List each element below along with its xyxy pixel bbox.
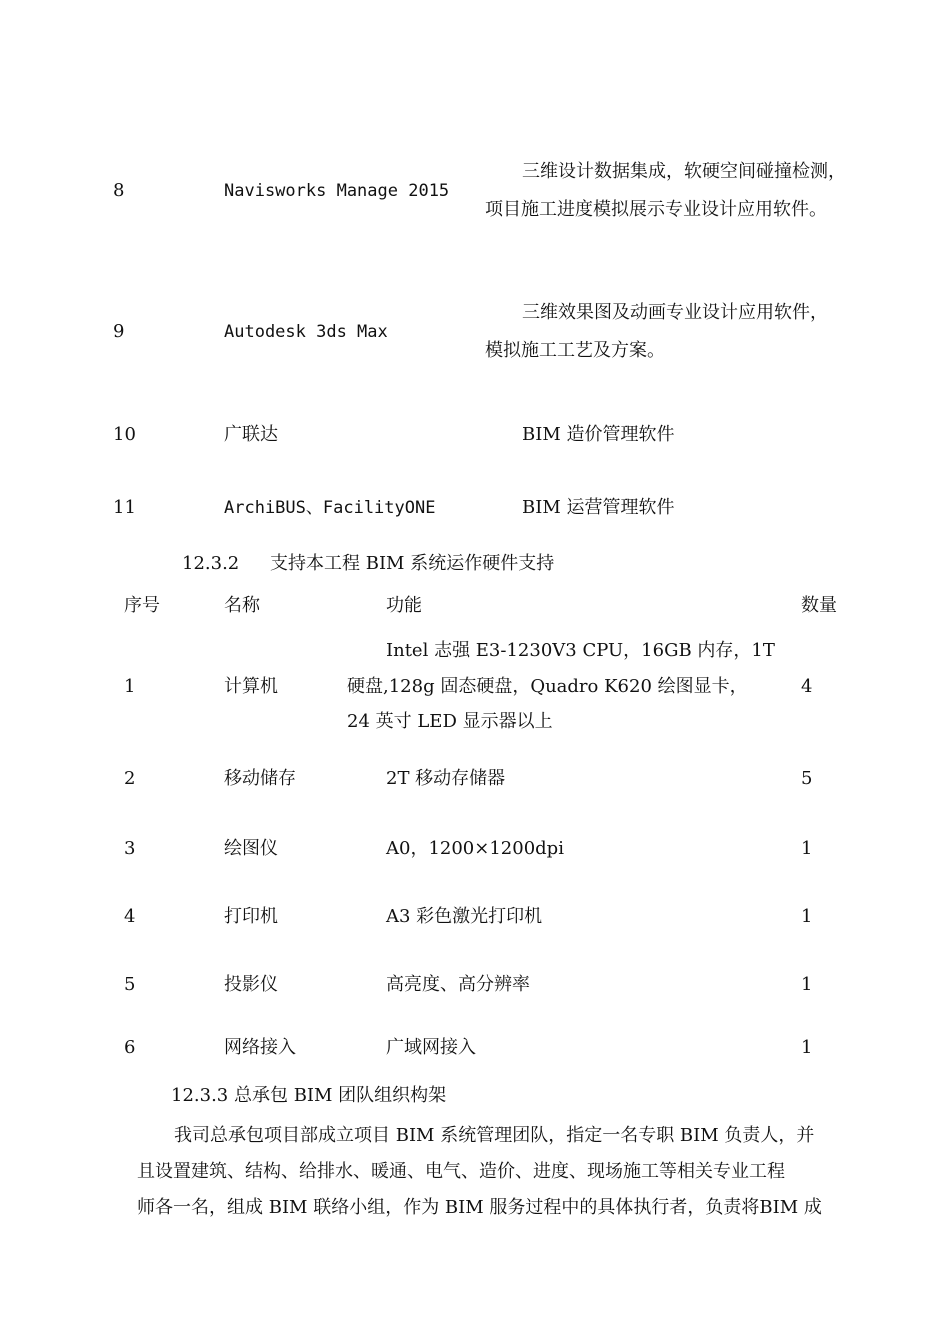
device-name: 移动储存 [224, 768, 296, 789]
software-description-line: 三维设计数据集成，软硬空间碰撞检测， [522, 161, 846, 182]
column-header-no: 序号 [124, 595, 160, 616]
device-function-line: Intel 志强 E3-1230V3 CPU，16GB 内存，1T [386, 640, 775, 661]
device-function-line: 2T 移动存储器 [386, 768, 506, 789]
row-number: 6 [124, 1037, 136, 1058]
device-name: 绘图仪 [224, 838, 278, 859]
row-number: 8 [113, 180, 125, 201]
row-number: 9 [113, 321, 125, 342]
row-number: 4 [124, 906, 136, 927]
device-quantity: 4 [801, 676, 813, 697]
device-quantity: 1 [801, 1037, 813, 1058]
paragraph-line: 我司总承包项目部成立项目 BIM 系统管理团队，指定一名专职 BIM 负责人，并 [174, 1125, 815, 1146]
section-number: 12.3.2 [182, 553, 240, 574]
section-heading: 12.3.3 总承包 BIM 团队组织构架 [171, 1085, 447, 1106]
software-description-line: 项目施工进度模拟展示专业设计应用软件。 [485, 199, 827, 220]
device-quantity: 1 [801, 838, 813, 859]
software-description-line: 三维效果图及动画专业设计应用软件， [522, 302, 828, 323]
software-description-line: BIM 运营管理软件 [522, 497, 675, 518]
row-number: 10 [113, 424, 136, 445]
device-function-line: A3 彩色激光打印机 [386, 906, 543, 927]
device-quantity: 1 [801, 906, 813, 927]
paragraph-line: 师各一名，组成 BIM 联络小组，作为 BIM 服务过程中的具体执行者，负责将BIM 成 [137, 1197, 822, 1218]
row-number: 11 [113, 497, 136, 518]
column-header-quantity: 数量 [801, 595, 837, 616]
device-function-line: 广域网接入 [386, 1037, 476, 1058]
software-name: ArchiBUS、FacilityONE [224, 498, 436, 518]
column-header-name: 名称 [224, 595, 260, 616]
software-description-line: BIM 造价管理软件 [522, 424, 675, 445]
device-name: 打印机 [224, 906, 278, 927]
device-function-line: 24 英寸 LED 显示器以上 [347, 711, 553, 732]
device-function-line: A0，1200×1200dpi [386, 838, 564, 859]
software-name: Navisworks Manage 2015 [224, 181, 450, 201]
software-description-line: 模拟施工工艺及方案。 [485, 340, 665, 361]
device-name: 投影仪 [224, 974, 278, 995]
column-header-function: 功能 [386, 595, 422, 616]
device-name: 网络接入 [224, 1037, 296, 1058]
device-function-line: 硬盘,128g 固态硬盘，Quadro K620 绘图显卡， [347, 676, 748, 697]
software-name: Autodesk 3ds Max [224, 322, 388, 342]
device-quantity: 1 [801, 974, 813, 995]
row-number: 3 [124, 838, 136, 859]
device-name: 计算机 [224, 676, 278, 697]
device-quantity: 5 [801, 768, 813, 789]
software-name: 广联达 [224, 424, 278, 445]
row-number: 5 [124, 974, 136, 995]
row-number: 2 [124, 768, 136, 789]
paragraph-line: 且设置建筑、结构、给排水、暖通、电气、造价、进度、现场施工等相关专业工程 [137, 1161, 785, 1182]
section-title: 支持本工程 BIM 系统运作硬件支持 [270, 553, 555, 574]
row-number: 1 [124, 676, 136, 697]
device-function-line: 高亮度、高分辨率 [386, 974, 530, 995]
